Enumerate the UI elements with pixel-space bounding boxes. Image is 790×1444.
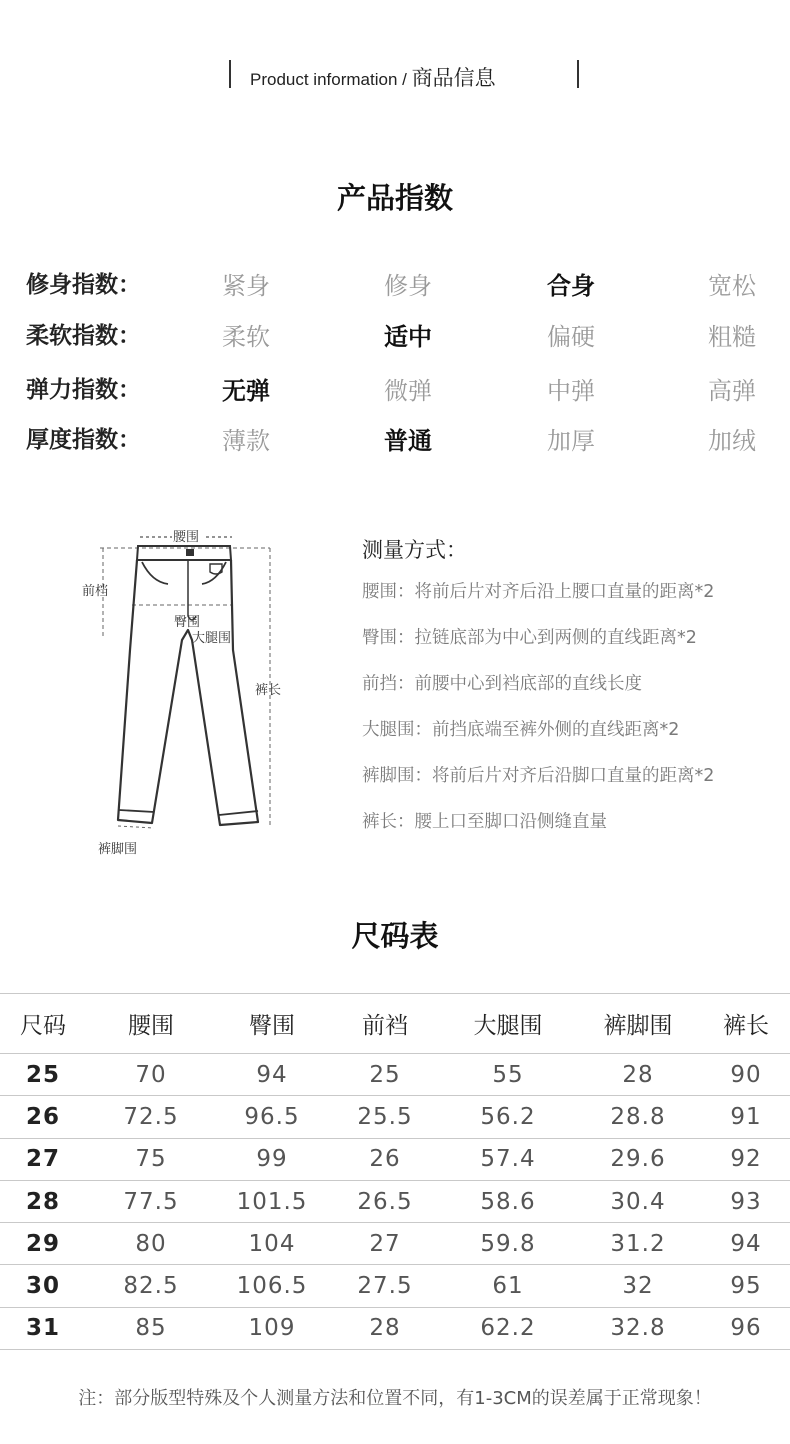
table-cell: 99 [256,1146,288,1173]
size-table-header-row [0,994,790,1054]
size-cell: 30 [25,1273,60,1300]
index-row [0,266,790,306]
index-row [0,371,790,411]
index-row-label: 厚度指数： [26,427,141,453]
table-cell: 25.5 [357,1103,413,1130]
index-option: 薄款 [222,427,270,455]
table-cell: 96 [730,1315,762,1342]
size-cell: 26 [25,1103,60,1130]
table-cell: 32 [622,1273,654,1300]
index-option: 加厚 [547,427,595,455]
table-row [0,1180,790,1222]
col-header-length: 裤长 [723,1013,769,1039]
table-cell: 26 [369,1146,401,1173]
index-option: 偏硬 [547,323,595,351]
index-option-selected: 合身 [547,272,595,300]
measurement-title: 测量方式： [362,538,467,562]
index-section-title: 产品指数 [336,181,453,215]
header-divider-left [229,60,231,88]
header-title-zh: 商品信息 [411,66,496,90]
table-row [0,1054,790,1096]
table-cell: 56.2 [480,1103,536,1130]
diagram-label-hip: 臀围 [174,615,201,630]
pants-diagram [70,520,300,865]
header-title-en: Product information / [250,70,412,89]
table-cell: 27.5 [357,1273,413,1300]
index-option: 柔软 [222,323,270,351]
table-cell: 95 [730,1273,762,1300]
size-cell: 31 [25,1315,60,1342]
measurement-line-front-rise: 前挡：前腰中心到裆底部的直线长度 [362,674,642,694]
diagram-label-thigh: 大腿围 [192,631,232,646]
index-row-label: 柔软指数： [26,323,141,349]
table-cell: 91 [730,1103,762,1130]
index-row [0,317,790,357]
table-cell: 28 [369,1315,401,1342]
table-cell: 59.8 [480,1230,536,1257]
size-cell: 27 [25,1146,60,1173]
measurement-line-hip: 臀围：拉链底部为中心到两侧的直线距离*2 [362,628,697,648]
col-header-waist: 腰围 [128,1013,174,1039]
index-option: 宽松 [708,272,756,300]
size-note: 注：部分版型特殊及个人测量方法和位置不同，有1-3CM的误差属于正常现象！ [78,1388,712,1409]
table-cell: 61 [492,1273,524,1300]
table-cell: 92 [730,1146,762,1173]
table-cell: 109 [248,1315,296,1342]
table-cell: 31.2 [610,1230,666,1257]
index-option: 紧身 [222,272,270,300]
table-cell: 70 [135,1061,167,1088]
pants-illustration [70,520,300,865]
index-option: 中弹 [547,377,595,405]
index-option: 粗糙 [708,323,756,351]
table-cell: 29.6 [610,1146,666,1173]
size-table [0,993,790,1350]
col-header-thigh: 大腿围 [473,1013,543,1039]
diagram-label-waist: 腰围 [173,530,200,545]
col-header-front-rise: 前裆 [362,1013,408,1039]
measurement-line-thigh: 大腿围：前挡底端至裤外侧的直线距离*2 [362,720,680,740]
index-option-selected: 普通 [384,427,432,455]
table-cell: 94 [256,1061,288,1088]
size-cell: 25 [25,1061,60,1088]
table-cell: 28.8 [610,1103,666,1130]
measurement-line-waist: 腰围：将前后片对齐后沿上腰口直量的距离*2 [362,582,715,602]
table-cell: 55 [492,1061,524,1088]
table-cell: 82.5 [123,1273,179,1300]
table-cell: 26.5 [357,1188,413,1215]
table-row [0,1096,790,1138]
index-option: 微弹 [384,377,432,405]
header-title [250,62,496,92]
col-header-hem: 裤脚围 [603,1013,673,1039]
table-cell: 77.5 [123,1188,179,1215]
size-cell: 28 [25,1188,60,1215]
table-cell: 101.5 [236,1188,308,1215]
index-option-selected: 适中 [384,323,432,351]
table-cell: 90 [730,1061,762,1088]
table-cell: 57.4 [480,1146,536,1173]
product-info-header [0,58,790,90]
measurement-line-hem: 裤脚围：将前后片对齐后沿脚口直量的距离*2 [362,766,715,786]
diagram-label-length: 裤长 [255,683,282,698]
table-cell: 30.4 [610,1188,666,1215]
table-row [0,1138,790,1180]
table-cell: 80 [135,1230,167,1257]
index-option-selected: 无弹 [222,377,270,405]
diagram-label-front-rise: 前档 [82,584,109,599]
table-cell: 62.2 [480,1315,536,1342]
col-header-size: 尺码 [20,1013,66,1039]
measurement-line-length: 裤长：腰上口至脚口沿侧缝直量 [362,812,607,832]
table-cell: 27 [369,1230,401,1257]
table-row [0,1223,790,1265]
index-row-label: 修身指数： [26,272,141,298]
header-divider-right [577,60,579,88]
table-cell: 58.6 [480,1188,536,1215]
table-cell: 93 [730,1188,762,1215]
col-header-hip: 臀围 [249,1013,295,1039]
index-option: 加绒 [708,427,756,455]
table-cell: 25 [369,1061,401,1088]
table-cell: 75 [135,1146,167,1173]
index-row-label: 弹力指数： [26,377,141,403]
index-option: 修身 [384,272,432,300]
index-row [0,421,790,461]
table-row [0,1307,790,1349]
table-cell: 32.8 [610,1315,666,1342]
size-cell: 29 [25,1230,60,1257]
table-cell: 96.5 [244,1103,300,1130]
table-cell: 104 [248,1230,296,1257]
table-cell: 94 [730,1230,762,1257]
table-cell: 106.5 [236,1273,308,1300]
table-cell: 28 [622,1061,654,1088]
diagram-label-hem: 裤脚围 [98,842,138,857]
index-option: 高弹 [708,377,756,405]
measurement-method [362,534,782,856]
table-row [0,1265,790,1307]
table-cell: 85 [135,1315,167,1342]
table-cell: 72.5 [123,1103,179,1130]
size-section-title: 尺码表 [351,919,439,953]
